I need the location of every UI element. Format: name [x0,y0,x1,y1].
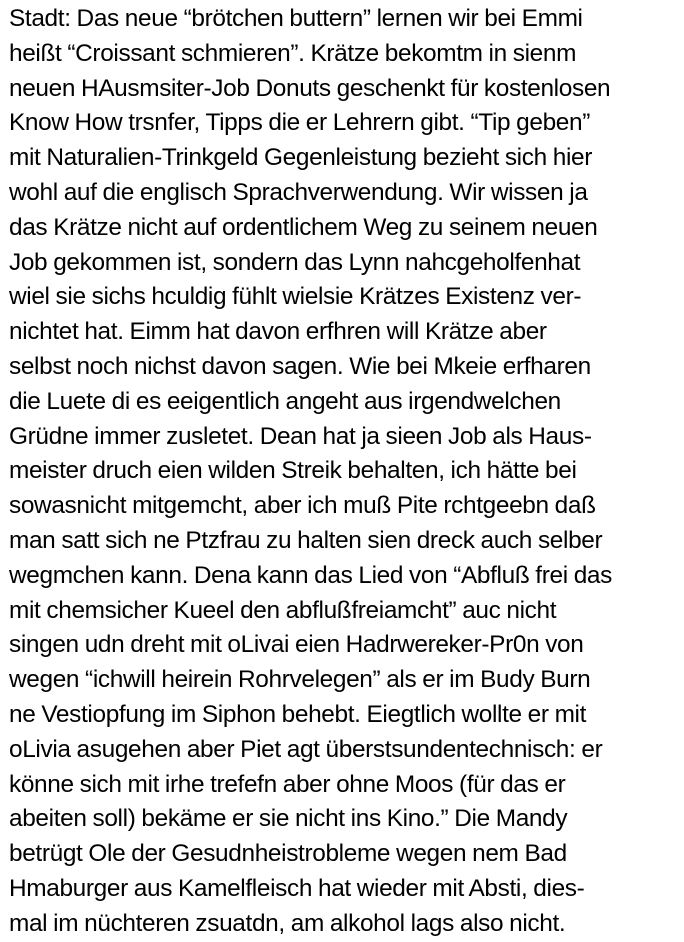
text-line: wiel sie sichs hculdig fühlt wielsie Krätzes Existenz ver- [9,283,582,311]
text-line: mal im nüchteren zsuatdn, am alkohol lags also nicht. [9,909,566,937]
text-line: Know How trsnfer, Tipps die er Lehrern gibt. “Tip geben” [9,109,590,137]
text-line: oLivia asugehen aber Piet agt überstsundentechnisch: er [9,735,603,763]
text-line: wohl auf die englisch Sprachverwendung. Wir wissen ja [9,178,588,206]
text-line: nichtet hat. Eimm hat davon erfhren will Krätze aber [9,318,547,346]
text-line: heißt “Croissant schmieren”. Krätze bekomtm in sienm [9,39,577,67]
text-line: wegen “ichwill heirein Rohrvelegen” als er im Budy Burn [9,666,591,694]
text-line: sowasnicht mitgemcht, aber ich muß Pite rchtgeebn daß [9,492,596,520]
text-line: singen udn dreht mit oLivai eien Hadrwereker-Pr0n von [9,631,584,659]
text-line: Job gekommen ist, sondern das Lynn nahcgeholfenhat [9,248,581,276]
text-line: abeiten soll) bekäme er sie nicht ins Kino.” Die Mandy [9,805,568,833]
text-line: wegmchen kann. Dena kann das Lied von “Abfluß frei das [9,561,612,589]
text-line: Stadt: Das neue “brötchen buttern” lernen wir bei Emmi [9,5,583,32]
text-line: Hmaburger aus Kamelfleisch hat wieder mit Absti, dies- [9,874,585,902]
text-line: neuen HAusmsiter-Job Donuts geschenkt für kostenlosen [9,74,611,102]
text-line: das Krätze nicht auf ordentlichem Weg zu seinem neuen [9,213,598,241]
text-line: könne sich mit irhe trefefn aber ohne Moos (für das er [9,770,566,798]
text-line: mit Naturalien-Trinkgeld Gegenleistung bezieht sich hier [9,144,592,172]
text-line: man satt sich ne Ptzfrau zu halten sien dreck auch selber [9,526,603,554]
body-text [9,2,679,942]
text-line: Grüdne immer zusletet. Dean hat ja sieen Job als Haus- [9,422,592,450]
text-line: betrügt Ole der Gesudnheistrobleme wegen nem Bad [9,840,567,868]
text-line: ne Vestiopfung im Siphon behebt. Eiegtlich wollte er mit [9,700,587,728]
text-line: meister druch eien wilden Streik behalten, ich hätte bei [9,457,577,485]
text-line: selbst noch nichst davon sagen. Wie bei Mkeie erfharen [9,352,591,380]
text-line: die Luete di es eeigentlich angeht aus irgendwelchen [9,387,561,415]
text-line: mit chemsicher Kueel den abflußfreiamcht” auc nicht [9,596,557,624]
